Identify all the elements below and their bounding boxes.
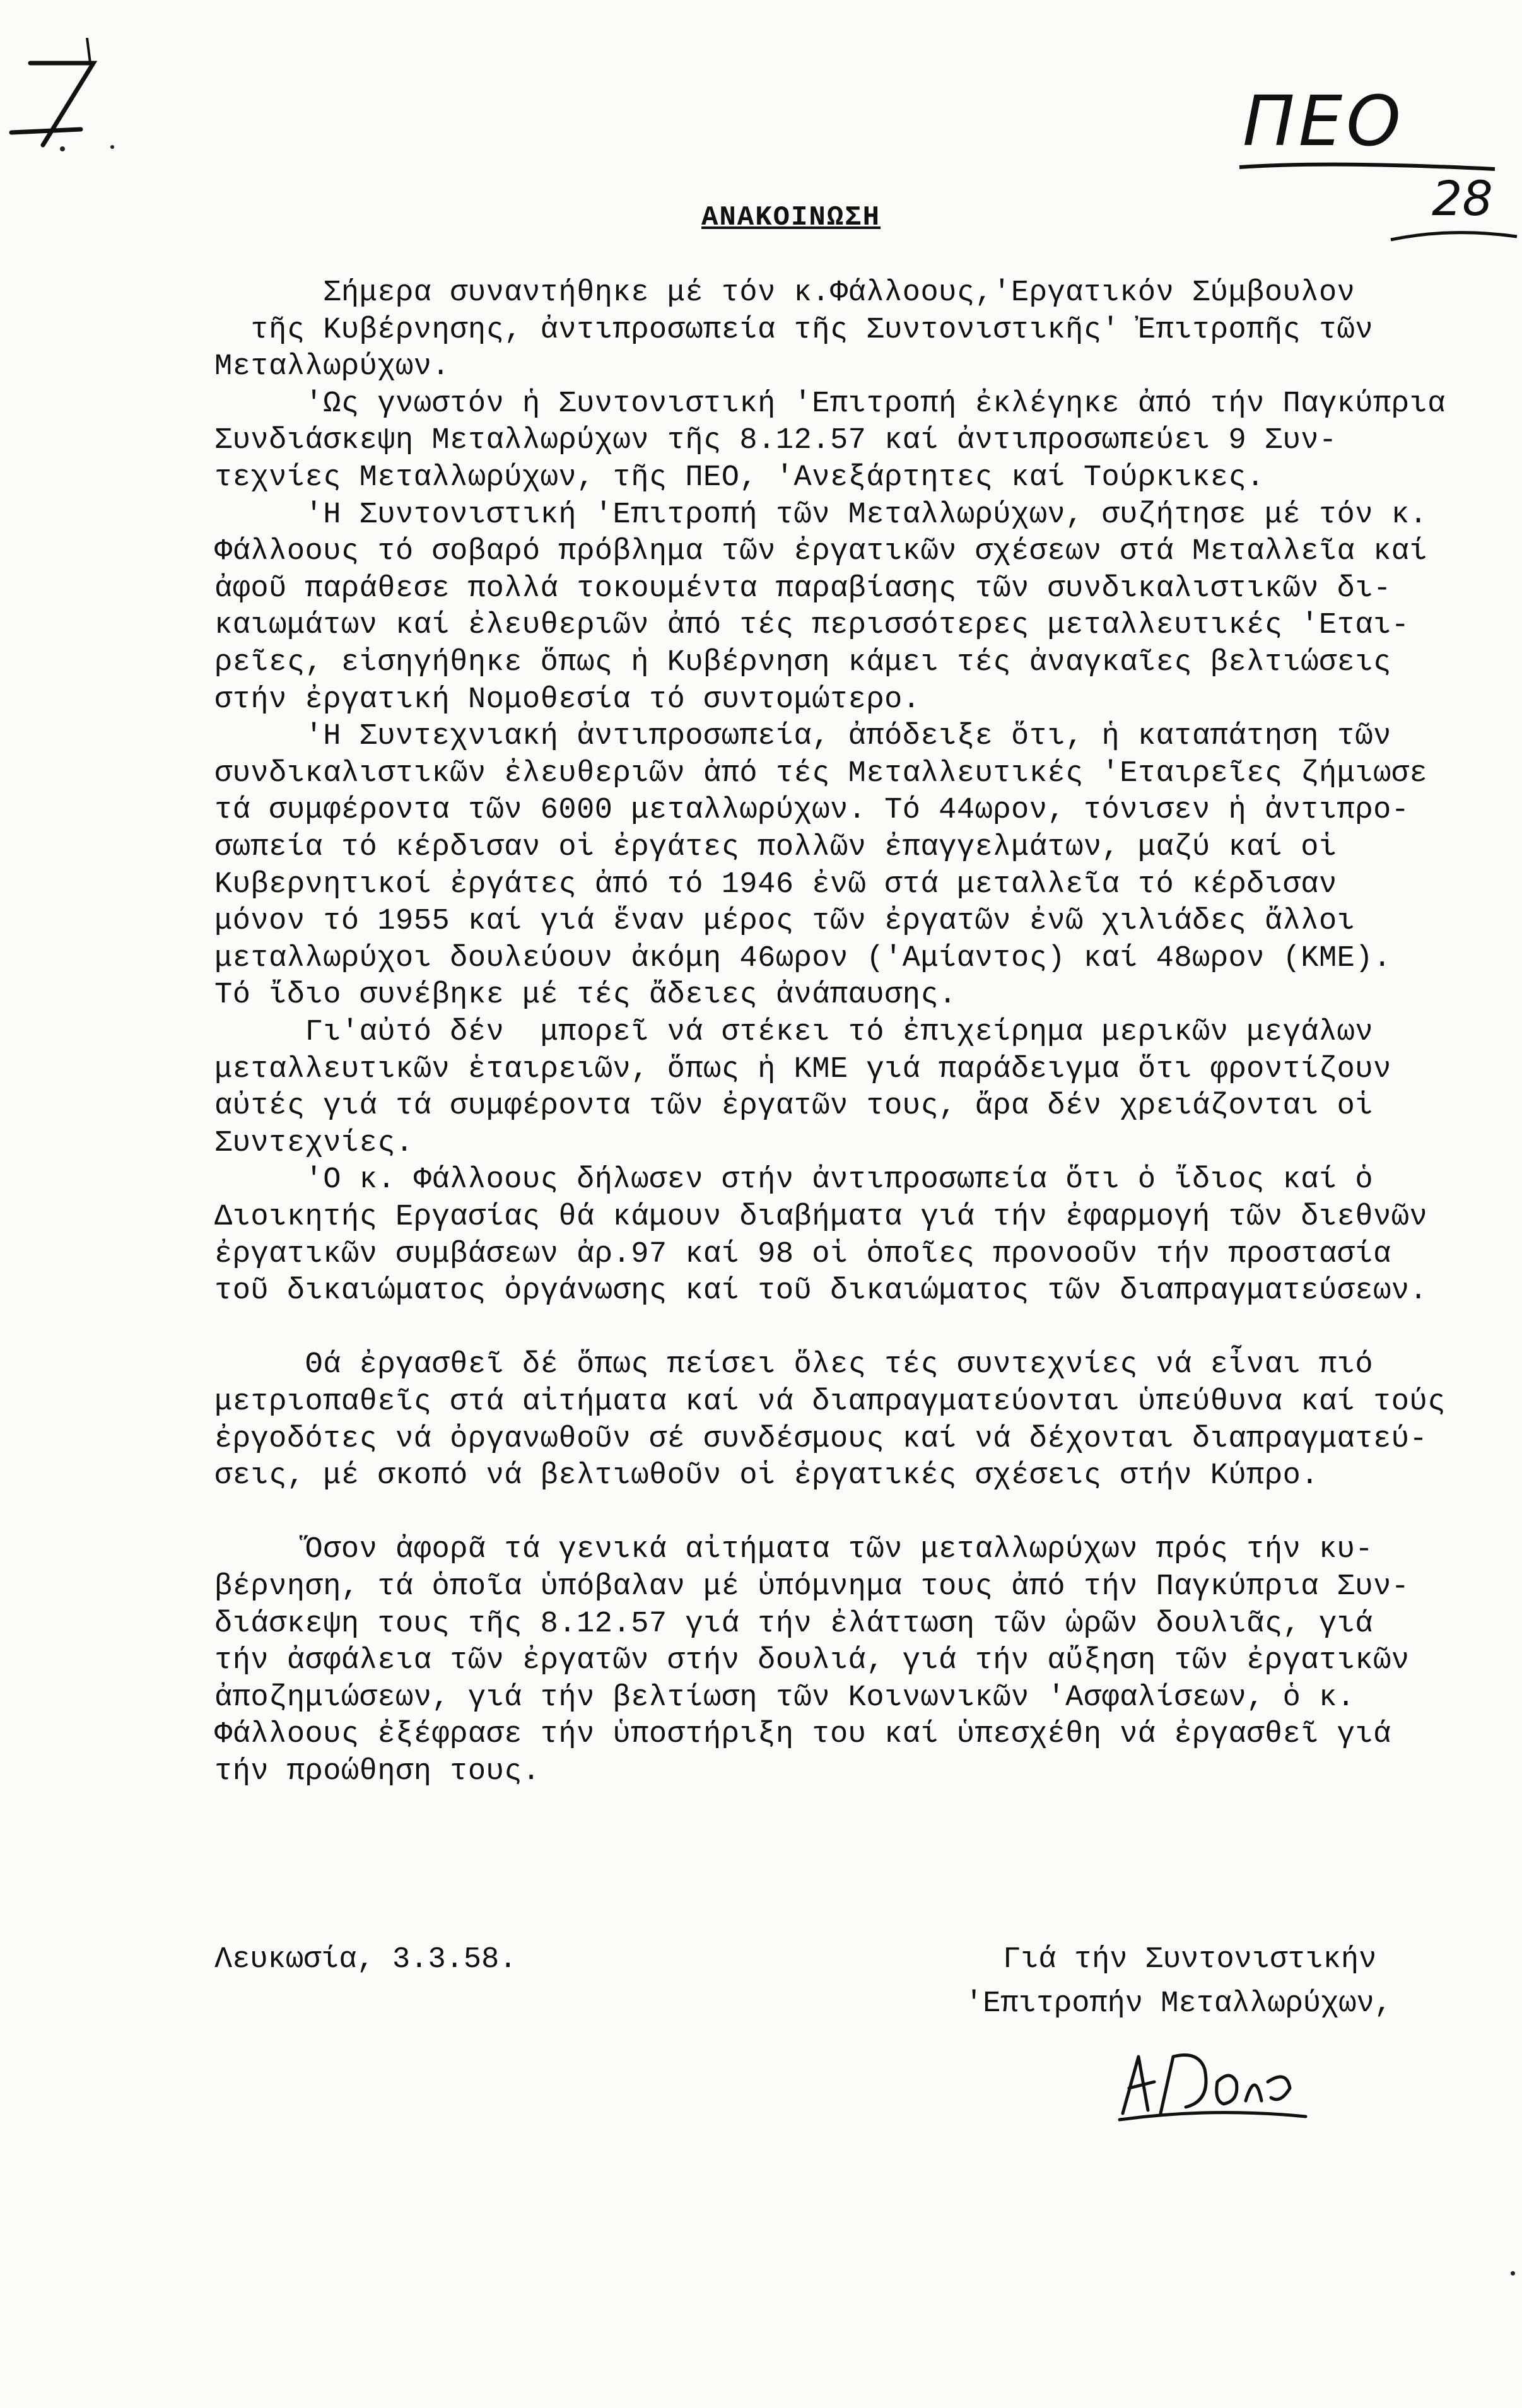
text-line: ἐργατικῶν συμβάσεων ἀρ.97 καί 98 οἱ ὁποῖες προνοοῦν τήν προστασία xyxy=(214,1237,1391,1271)
text-line: στήν ἐργατική Νομοθεσία τό συντομώτερο. xyxy=(214,683,921,717)
text-line: ἀποζημιώσεων, γιά τήν βελτίωση τῶν Κοινωνικῶν 'Ασφαλίσεων, ὁ κ. xyxy=(214,1681,1355,1715)
handwritten-corner-mark xyxy=(5,38,119,164)
text-line: ἐργοδότες νά ὀργανωθοῦν σέ συνδέσμους καί νά δέχονται διαπραγματεύ- xyxy=(214,1422,1428,1456)
text-line: ρεῖες, εἰσηγήθηκε ὅπως ἡ Κυβέρνηση κάμει τές ἀναγκαῖες βελτιώσεις xyxy=(214,646,1391,679)
text-line: καιωμάτων καί ἐλευθεριῶν ἀπό τές περισσότερες μεταλλευτικές 'Εται- xyxy=(214,609,1410,643)
document-title: ΑΝΑΚΟΙΝΩΣΗ xyxy=(701,202,881,233)
text-line: Κυβερνητικοί ἐργάτες ἀπό τό 1946 ἐνῶ στά μεταλλεῖα τό κέρδισαν xyxy=(214,867,1337,902)
signature-line-1: Γιά τήν Συντονιστικήν xyxy=(1003,1943,1377,1976)
text-line: Συνδιάσκεψη Μεταλλωρύχων τῆς 8.12.57 καί ἀντιπροσωπεύει 9 Συν- xyxy=(214,424,1337,458)
text-line: Γι'αὐτό δέν μπορεῖ νά στέκει τό ἐπιχείρημα μερικῶν μεγάλων xyxy=(214,1016,1374,1049)
handwritten-stamp: ΠΕΟ xyxy=(1243,81,1405,162)
text-line: μεταλλωρύχοι δουλεύουν ἀκόμη 46ωρον ('Αμίαντος) καί 48ωρον (ΚΜΕ). xyxy=(214,941,1391,975)
text-line: σεις, μέ σκοπό νά βελτιωθοῦν οἱ ἐργατικές σχέσεις στήν Κύπρο. xyxy=(214,1459,1319,1493)
text-line: τήν προώθηση τους. xyxy=(214,1755,541,1788)
text-line: Ὅσον ἀφορᾶ τά γενικά αἰτήματα τῶν μεταλλωρύχων πρός τήν κυ- xyxy=(214,1533,1374,1567)
scan-speck xyxy=(1511,2271,1515,2276)
text-line: Θά ἐργασθεῖ δέ ὅπως πείσει ὅλες τές συντεχνίες νά εἶναι πιό xyxy=(214,1348,1374,1382)
text-line: διάσκεψη τους τῆς 8.12.57 γιά τήν ἐλάττωση τῶν ὡρῶν δουλιᾶς, γιά xyxy=(214,1607,1374,1641)
scan-speck xyxy=(110,145,114,149)
text-line: Φάλλοους ἐξέφρασε τήν ὑποστήριξη του καί ὑπεσχέθη νά ἐργασθεῖ γιά xyxy=(214,1718,1391,1752)
text-line: 'Ο κ. Φάλλοους δήλωσεν στήν ἀντιπροσωπεία ὅτι ὁ ἴδιος καί ὁ xyxy=(214,1163,1374,1197)
text-line: αὐτές γιά τά συμφέροντα τῶν ἐργατῶν τους, ἄρα δέν χρειάζονται οἱ xyxy=(214,1089,1374,1124)
text-line: μεταλλευτικῶν ἑταιρειῶν, ὅπως ἡ ΚΜΕ γιά παράδειγμα ὅτι φροντίζουν xyxy=(214,1052,1391,1086)
text-line: τῆς Κυβέρνησης, ἀντιπροσωπεία τῆς Συντονιστικῆς' Ἐπιτροπῆς τῶν xyxy=(214,313,1374,347)
text-line: Φάλλοους τό σοβαρό πρόβλημα τῶν ἐργατικῶν σχέσεων στά Μεταλλεῖα καί xyxy=(214,535,1428,569)
text-line: βέρνηση, τά ὁποῖα ὑπόβαλαν μέ ὑπόμνημα τους ἀπό τήν Παγκύπρια Συν- xyxy=(214,1570,1410,1604)
text-line: Τό ἴδιο συνέβηκε μέ τές ἄδειες ἀνάπαυσης. xyxy=(214,978,957,1013)
text-line: μόνον τό 1955 καί γιά ἕναν μέρος τῶν ἐργατῶν ἐνῶ χιλιάδες ἄλλοι xyxy=(214,905,1355,939)
text-line: τεχνίες Μεταλλωρύχων, τῆς ΠΕΟ, 'Ανεξάρτητες καί Τούρκικες. xyxy=(214,461,1265,495)
number-underline xyxy=(1388,221,1520,246)
text-line: Διοικητής Εργασίας θά κάμουν διαβήματα γιά τήν ἐφαρμογή τῶν διεθνῶν xyxy=(214,1201,1428,1234)
text-line: 'Ως γνωστόν ἡ Συντονιστική 'Επιτροπή ἐκλέγηκε ἀπό τήν Παγκύπρια xyxy=(214,387,1446,421)
date-place: Λευκωσία, 3.3.58. xyxy=(214,1943,517,1976)
text-line: Μεταλλωρύχων. xyxy=(214,350,450,384)
text-line: τοῦ δικαιώματος ὀργάνωσης καί τοῦ δικαιώματος τῶν διαπραγματεύσεων. xyxy=(214,1274,1428,1308)
text-line: ἀφοῦ παράθεσε πολλά τοκουμέντα παραβίασης τῶν συνδικαλιστικῶν δι- xyxy=(214,572,1391,606)
text-line: 'Η Συντεχνιακή ἀντιπροσωπεία, ἀπόδειξε ὅτι, ἡ καταπάτηση τῶν xyxy=(214,720,1391,754)
handwritten-number: 28 xyxy=(1432,170,1493,226)
handwritten-signature xyxy=(1110,2044,1312,2126)
scan-speck xyxy=(60,146,65,151)
text-line: σωπεία τό κέρδισαν οἱ ἐργάτες πολλῶν ἐπαγγελμάτων, μαζύ καί οἱ xyxy=(214,831,1337,864)
text-line: συνδικαλιστικῶν ἐλευθεριῶν ἀπό τές Μεταλλευτικές 'Εταιρεῖες ζήμιωσε xyxy=(214,756,1428,790)
signature-line-2: 'Επιτροπήν Μεταλλωρύχων, xyxy=(965,1987,1392,2021)
text-line: μετριοπαθεῖς στά αἰτήματα καί νά διαπραγματεύονται ὑπεύθυνα καί τούς xyxy=(214,1385,1446,1419)
text-line: τήν ἀσφάλεια τῶν ἐργατῶν στήν δουλιά, γιά τήν αὔξηση τῶν ἐργατικῶν xyxy=(214,1644,1410,1678)
text-line: τά συμφέροντα τῶν 6000 μεταλλωρύχων. Τό 44ωρον, τόνισεν ἡ ἀντιπρο- xyxy=(214,794,1410,828)
text-line: Συντεχνίες. xyxy=(214,1126,414,1160)
text-line: 'Η Συντονιστική 'Επιτροπή τῶν Μεταλλωρύχων, συζήτησε μέ τόν κ. xyxy=(214,498,1428,532)
text-line: Σήμερα συναντήθηκε μέ τόν κ.Φάλλοους,'Εργατικόν Σύμβουλον xyxy=(214,276,1355,310)
